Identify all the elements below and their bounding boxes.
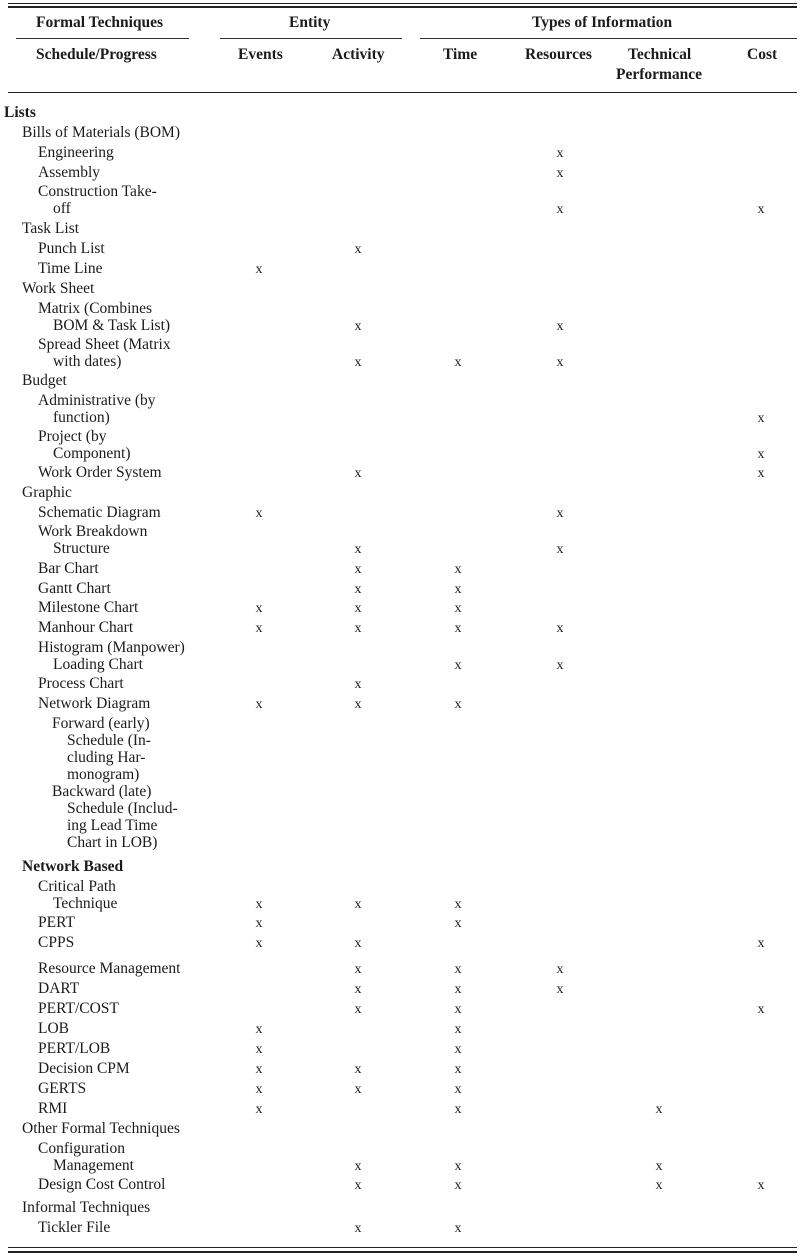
mark-resources: x [556,962,564,977]
mark-events: x [255,897,263,912]
row-label: Graphic [22,484,72,501]
mark-time: x [454,1159,462,1174]
row-label: CPPS [38,934,75,951]
mark-activity: x [354,466,362,481]
mark-events: x [255,506,263,521]
mark-technical-performance: x [655,1178,663,1193]
row-label-continuation: Component) [53,445,131,462]
row-label: Work Sheet [22,280,95,297]
mark-events: x [255,621,263,636]
row-label: Critical Path [38,878,116,895]
mark-time: x [454,897,462,912]
row-label-continuation: BOM & Task List) [53,317,171,334]
mark-activity: x [354,242,362,257]
row-label-continuation: Loading Chart [53,656,143,673]
mark-resources: x [556,658,564,673]
mark-activity: x [354,582,362,597]
row-label: Assembly [38,164,100,181]
mark-time: x [454,962,462,977]
mark-resources: x [556,621,564,636]
mark-time: x [454,1042,462,1057]
mark-activity: x [354,601,362,616]
row-label-continuation: Schedule (In- [67,732,151,749]
row-label: Spread Sheet (Matrix [38,336,171,353]
row-label: Task List [22,220,80,237]
bottom-rule-inner [8,1247,797,1248]
mark-activity: x [354,542,362,557]
row-label: Punch List [38,240,105,257]
mark-activity: x [354,1002,362,1017]
row-label: Project (by [38,428,107,445]
mark-time: x [454,1082,462,1097]
mark-activity: x [354,1221,362,1236]
mark-resources: x [556,506,564,521]
row-label: Manhour Chart [38,619,134,636]
row-label-continuation: Chart in LOB) [67,834,158,851]
row-label-continuation: with dates) [53,353,122,370]
mark-time: x [454,582,462,597]
mark-activity: x [354,982,362,997]
mark-resources: x [556,542,564,557]
mark-activity: x [354,319,362,334]
mark-cost: x [757,447,765,462]
header-types-of-information: Types of Information [532,14,673,31]
mark-time: x [454,601,462,616]
mark-activity: x [354,1062,362,1077]
header-col-events: Events [238,46,283,63]
mark-time: x [454,1062,462,1077]
row-label: Schematic Diagram [38,504,161,521]
mark-cost: x [757,202,765,217]
mark-cost: x [757,466,765,481]
row-label: Other Formal Techniques [22,1120,180,1137]
header-col-cost: Cost [747,46,778,63]
row-label-continuation: cluding Har- [67,749,146,766]
row-label-continuation: off [53,200,71,217]
row-label: Time Line [38,260,103,277]
bottom-rule-outer [8,1251,797,1253]
mark-activity: x [354,355,362,370]
mark-time: x [454,982,462,997]
row-label: Resource Management [38,960,181,977]
mark-activity: x [354,1082,362,1097]
mark-cost: x [757,936,765,951]
mark-activity: x [354,562,362,577]
row-label: Matrix (Combines [38,300,153,317]
row-label-continuation: Structure [53,540,110,557]
header-col-performance: Performance [616,66,703,83]
mark-technical-performance: x [655,1159,663,1174]
header-col-time: Time [443,46,478,63]
mark-time: x [454,621,462,636]
row-label: Administrative (by [38,392,156,409]
row-label: RMI [38,1100,68,1117]
header-formal-techniques: Formal Techniques [36,14,164,31]
row-label: Configuration [38,1140,125,1157]
row-label-continuation: Technique [53,895,118,912]
mark-activity: x [354,1159,362,1174]
mark-resources: x [556,982,564,997]
mark-events: x [255,916,263,931]
mark-resources: x [556,319,564,334]
header-col-technical: Technical [628,46,692,63]
mark-events: x [255,1082,263,1097]
row-label: Network Based [22,858,124,875]
header-schedule-progress: Schedule/Progress [36,46,157,63]
mark-events: x [255,601,263,616]
mark-activity: x [354,697,362,712]
header-col-activity: Activity [332,46,385,63]
row-label: Network Diagram [38,695,151,712]
row-label: LOB [38,1020,69,1037]
row-label-continuation: function) [53,409,110,426]
mark-activity: x [354,897,362,912]
row-label-continuation: monogram) [67,766,140,783]
row-label: Work Breakdown [38,523,148,540]
mark-time: x [454,1178,462,1193]
mark-time: x [454,697,462,712]
mark-technical-performance: x [655,1102,663,1117]
row-label: DART [38,980,80,997]
mark-activity: x [354,677,362,692]
mark-time: x [454,562,462,577]
mark-resources: x [556,166,564,181]
mark-resources: x [556,355,564,370]
mark-activity: x [354,1178,362,1193]
row-label: Informal Techniques [22,1199,151,1216]
row-label-continuation: Schedule (Includ- [67,800,178,817]
row-label: Construction Take- [38,183,157,200]
row-label: Design Cost Control [38,1176,166,1193]
row-label: Work Order System [38,464,162,481]
mark-events: x [255,1022,263,1037]
row-label: Milestone Chart [38,599,139,616]
mark-events: x [255,1042,263,1057]
mark-time: x [454,658,462,673]
mark-cost: x [757,1002,765,1017]
mark-activity: x [354,936,362,951]
row-label-continuation: Management [53,1157,134,1174]
mark-cost: x [757,1178,765,1193]
row-label: Bills of Materials (BOM) [22,124,180,141]
mark-cost: x [757,411,765,426]
row-label: Decision CPM [38,1060,130,1077]
row-label: Lists [4,104,36,121]
row-label: Engineering [38,144,114,161]
header-entity: Entity [289,14,331,31]
mark-activity: x [354,621,362,636]
mark-resources: x [556,146,564,161]
row-label: Backward (late) [52,783,152,800]
mark-events: x [255,697,263,712]
mark-time: x [454,1102,462,1117]
row-label: PERT/COST [38,1000,119,1017]
mark-events: x [255,936,263,951]
row-label: GERTS [38,1080,87,1097]
row-label: Process Chart [38,675,124,692]
row-label: Gantt Chart [38,580,111,597]
mark-time: x [454,1221,462,1236]
mark-events: x [255,1062,263,1077]
mark-time: x [454,1022,462,1037]
row-label: Forward (early) [52,715,150,732]
mark-time: x [454,916,462,931]
row-label-continuation: ing Lead Time [67,817,158,834]
mark-resources: x [556,202,564,217]
mark-time: x [454,1002,462,1017]
mark-time: x [454,355,462,370]
row-label: Histogram (Manpower) [38,639,185,656]
row-label: PERT [38,914,75,931]
row-label: Tickler File [38,1219,111,1236]
mark-activity: x [354,962,362,977]
row-label: Bar Chart [38,560,99,577]
row-label: Budget [22,372,67,389]
row-label: PERT/LOB [38,1040,111,1057]
mark-events: x [255,262,263,277]
mark-events: x [255,1102,263,1117]
header-col-resources: Resources [525,46,592,63]
